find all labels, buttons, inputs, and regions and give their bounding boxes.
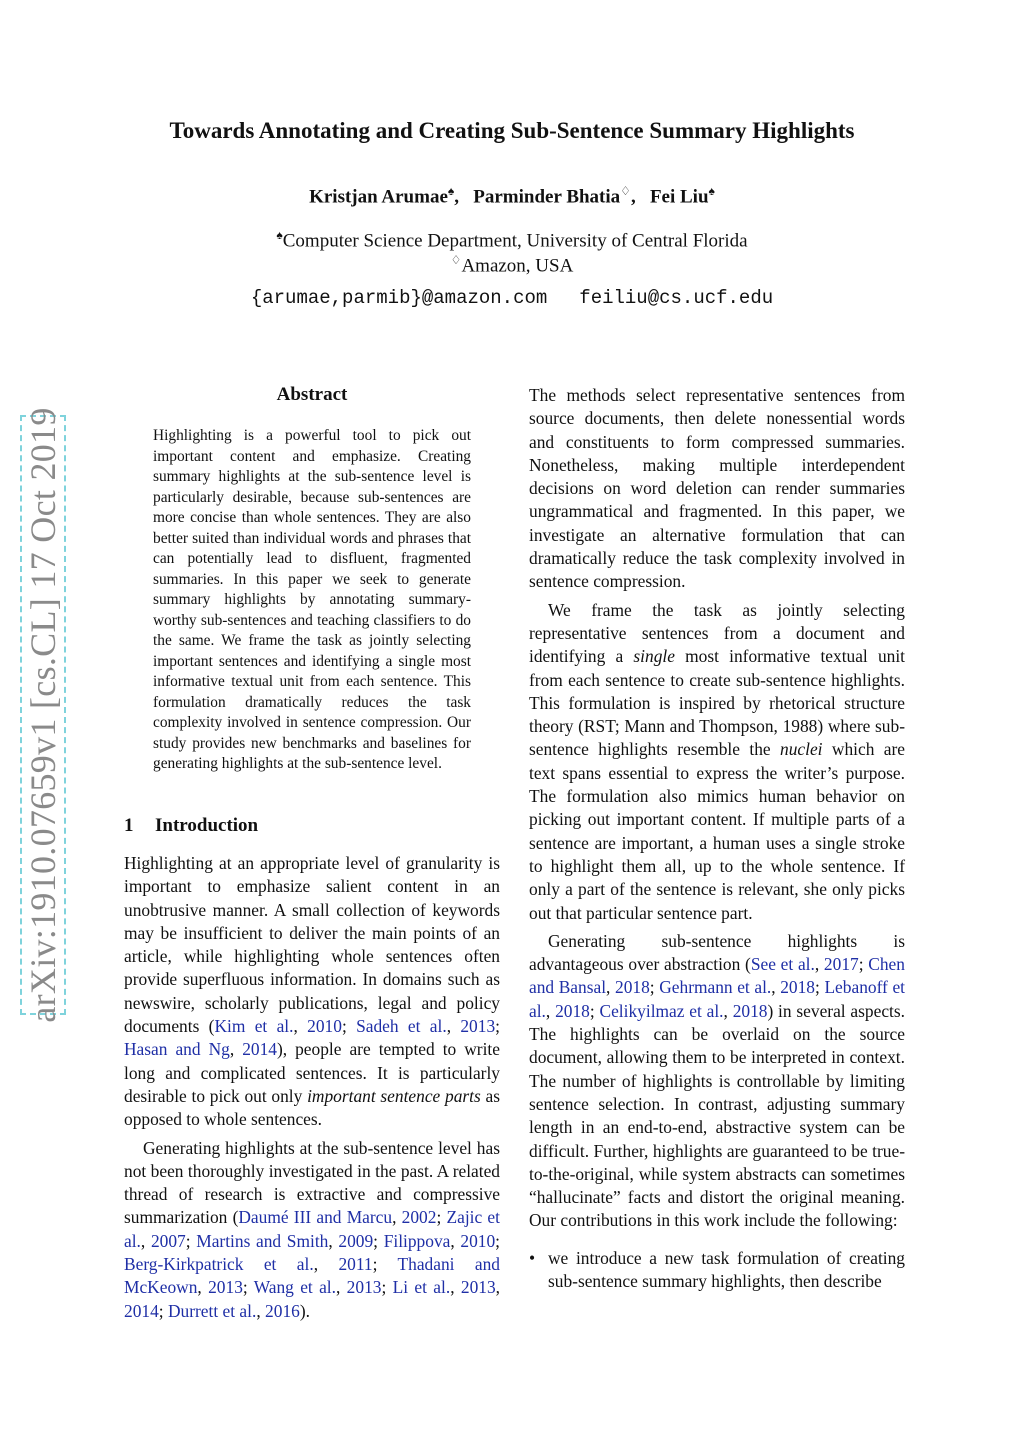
paper-title: Towards Annotating and Creating Sub-Sentence Summary Highlights <box>169 118 855 143</box>
citation-link[interactable]: Sadeh et al. <box>356 1016 447 1037</box>
left-column <box>124 852 500 1323</box>
citation-link[interactable]: Zajic et al. <box>124 1207 500 1251</box>
affiliation-line <box>0 228 1024 252</box>
emphasized-text: nuclei <box>780 739 823 760</box>
citation-link[interactable]: Filippova <box>383 1230 451 1251</box>
affiliation-text: Computer Science Department, University of Central Florida <box>282 230 748 252</box>
paragraph: Generating sub-sentence highlights is advantageous over abstraction (See et al., 2017; Chen and Bansal, 2018; Gehrmann et al., 2018; Lebanoff et al., 2018; Celikyilmaz et al., 2018) in several aspects. The highlights can be overlaid on the source document, allowing them to be interpreted in context. The number of highlights is controllable by limiting sentence selection. In contrast, adjusting summary length in an end-to-end, abstractive system can be difficult. Further, highlights are guaranteed to be true-to-the-original, while system abstracts can sometimes “hallucinate” facts and distort the original meaning. Our contributions in this work include the following: <box>529 930 905 1231</box>
author-name: Fei Liu <box>649 186 709 208</box>
paragraph: Highlighting at an appropriate level of granularity is important to emphasize salient content in an unobtrusive manner. A small collection of keywords may be insufficient to deliver the main points of an article, while highlighting whole sentences often provide superfluous information. In domains such as newswire, scholarly publications, legal and policy documents (Kim et al., 2010; Sadeh et al., 2013; Hasan and Ng, 2014), people are tempted to write long and complicated sentences. It is particularly desirable to pick out only important sentence parts as opposed to whole sentences. <box>124 853 500 1130</box>
author-name: Parminder Bhatia <box>473 186 621 208</box>
citation-link[interactable]: Chen and Bansal <box>529 954 905 998</box>
citation-link[interactable]: Berg-Kirkpatrick et al. <box>124 1254 314 1275</box>
author-name: Kristjan Arumae <box>309 186 448 208</box>
bullet-text: we introduce a new task formulation of creating sub-sentence summary highlights, then describe <box>548 1247 905 1291</box>
section-number: 1 <box>124 815 134 836</box>
citation-link[interactable]: 2013 <box>460 1016 496 1037</box>
citation-link[interactable]: 2010 <box>307 1016 342 1037</box>
citation-link[interactable]: 2018 <box>615 977 650 998</box>
citation-link[interactable]: Lebanoff et al. <box>529 977 905 1021</box>
affiliation-text: Amazon, USA <box>461 255 574 277</box>
citation-link[interactable]: 2014 <box>124 1300 159 1321</box>
citation-link[interactable]: 2013 <box>346 1277 382 1298</box>
citation-link[interactable]: 2017 <box>823 954 859 975</box>
citation-link[interactable]: 2018 <box>555 1000 590 1021</box>
emphasized-text: important sentence parts <box>307 1085 481 1106</box>
citation-link[interactable]: Celikyilmaz et al. <box>599 1000 724 1021</box>
citation-link[interactable]: 2009 <box>338 1230 374 1251</box>
bullet-icon: • <box>529 1247 536 1268</box>
citation-link[interactable]: Gehrmann et al. <box>659 977 772 998</box>
section-title: Introduction <box>155 815 259 836</box>
citation-link[interactable]: Durrett et al. <box>167 1300 257 1321</box>
section-heading <box>124 815 258 837</box>
citation-link[interactable]: 2002 <box>401 1207 437 1228</box>
affiliation-line <box>0 253 1024 277</box>
affiliation-mark: ♠ <box>276 228 283 242</box>
right-column <box>529 384 905 1293</box>
abstract-heading: Abstract <box>276 384 348 405</box>
citation-link[interactable]: 2018 <box>780 977 815 998</box>
citation-link[interactable]: 2013 <box>208 1277 243 1298</box>
author-list: Kristjan Arumae♠, Parminder Bhatia♢, Fei Liu♠ <box>309 184 715 208</box>
affiliation-mark: ♢ <box>620 184 631 198</box>
affiliation-mark: ♠ <box>447 184 455 198</box>
arxiv-identifier: arXiv:1910.07659v1 [cs.CL] 17 Oct 2019 <box>23 407 63 1023</box>
paragraph: We frame the task as jointly selecting representative sentences from a document and identifying a single most informative textual unit from each sentence to create sub-sentence highlights. This formulation is inspired by rhetorical structure theory (RST; Mann and Thompson, 1988) where sub-sentence highlights resemble the nuclei which are text spans essential to express the writer’s purpose. The formulation also mimics human behavior on picking out important content. If multiple parts of a sentence are important, a human uses a single stroke to highlight them all, up to the whole sentence. If only a part of the sentence is relevant, she only picks out that particular sentence part. <box>529 599 906 923</box>
emphasized-text: single <box>633 646 675 667</box>
citation-link[interactable]: Kim et al. <box>214 1016 294 1037</box>
citation-link[interactable]: 2016 <box>265 1300 300 1321</box>
abstract-body: Highlighting is a powerful tool to pick out important content and emphasize. Creating summary highlights at the sub-sentence level is particularly desirable, because sub-sentences are more concise than whole sentences. They are also better suited than individual words and phrases that can potentially lead to disfluent, fragmented summaries. In this paper we seek to generate summary highlights by annotating summary-worthy sub-sentences and teaching classifiers to do the same. We frame the task as jointly selecting important sentences and identifying a single most informative textual unit from each sentence. This formulation dramatically reduces the task complexity involved in sentence compression. Our study provides new benchmarks and baselines for generating highlights at the sub-sentence level. <box>153 427 471 772</box>
citation-link[interactable]: Thadani and McKeown <box>124 1254 500 1298</box>
citation-link[interactable]: Martins and Smith <box>196 1230 329 1251</box>
email-address[interactable]: feiliu@cs.ucf.edu <box>579 287 774 309</box>
citation-link[interactable]: 2011 <box>338 1254 373 1275</box>
citation-link[interactable]: See et al. <box>750 954 815 975</box>
citation-link[interactable]: Li et al. <box>392 1277 451 1298</box>
email-address[interactable]: {arumae,parmib}@amazon.com <box>250 287 548 309</box>
citation-link[interactable]: Hasan and Ng <box>124 1039 230 1060</box>
citation-link[interactable]: Wang et al. <box>253 1277 336 1298</box>
contribution-bullet <box>529 1247 905 1294</box>
paragraph: The methods select representative sentences from source documents, then delete nonessential words and constituents to form compressed summaries. Nonetheless, making multiple interdependent decisions on word deletion can render summaries ungrammatical and fragmented. In this paper, we investigate an alternative formulation that can dramatically reduce the task complexity involved in sentence compression. <box>529 385 905 592</box>
paragraph: Generating highlights at the sub-sentence level has not been thoroughly investigated in the past. A related thread of research is extractive and compressive summarization (Daumé III and Marcu, 2002; Zajic et al., 2007; Martins and Smith, 2009; Filippova, 2010; Berg-Kirkpatrick et al., 2011; Thadani and McKeown, 2013; Wang et al., 2013; Li et al., 2013, 2014; Durrett et al., 2016). <box>124 1137 501 1321</box>
citation-link[interactable]: 2013 <box>460 1277 496 1298</box>
citation-link[interactable]: 2014 <box>242 1039 277 1060</box>
citation-link[interactable]: 2018 <box>732 1000 768 1021</box>
affiliation-mark: ♠ <box>708 184 715 198</box>
citation-link[interactable]: Daumé III and Marcu <box>238 1207 393 1228</box>
citation-link[interactable]: 2010 <box>460 1230 496 1251</box>
affiliation-mark: ♢ <box>450 253 462 267</box>
author-emails <box>0 287 1024 309</box>
citation-link[interactable]: 2007 <box>150 1230 186 1251</box>
arxiv-identifier-stamp <box>20 407 66 1023</box>
